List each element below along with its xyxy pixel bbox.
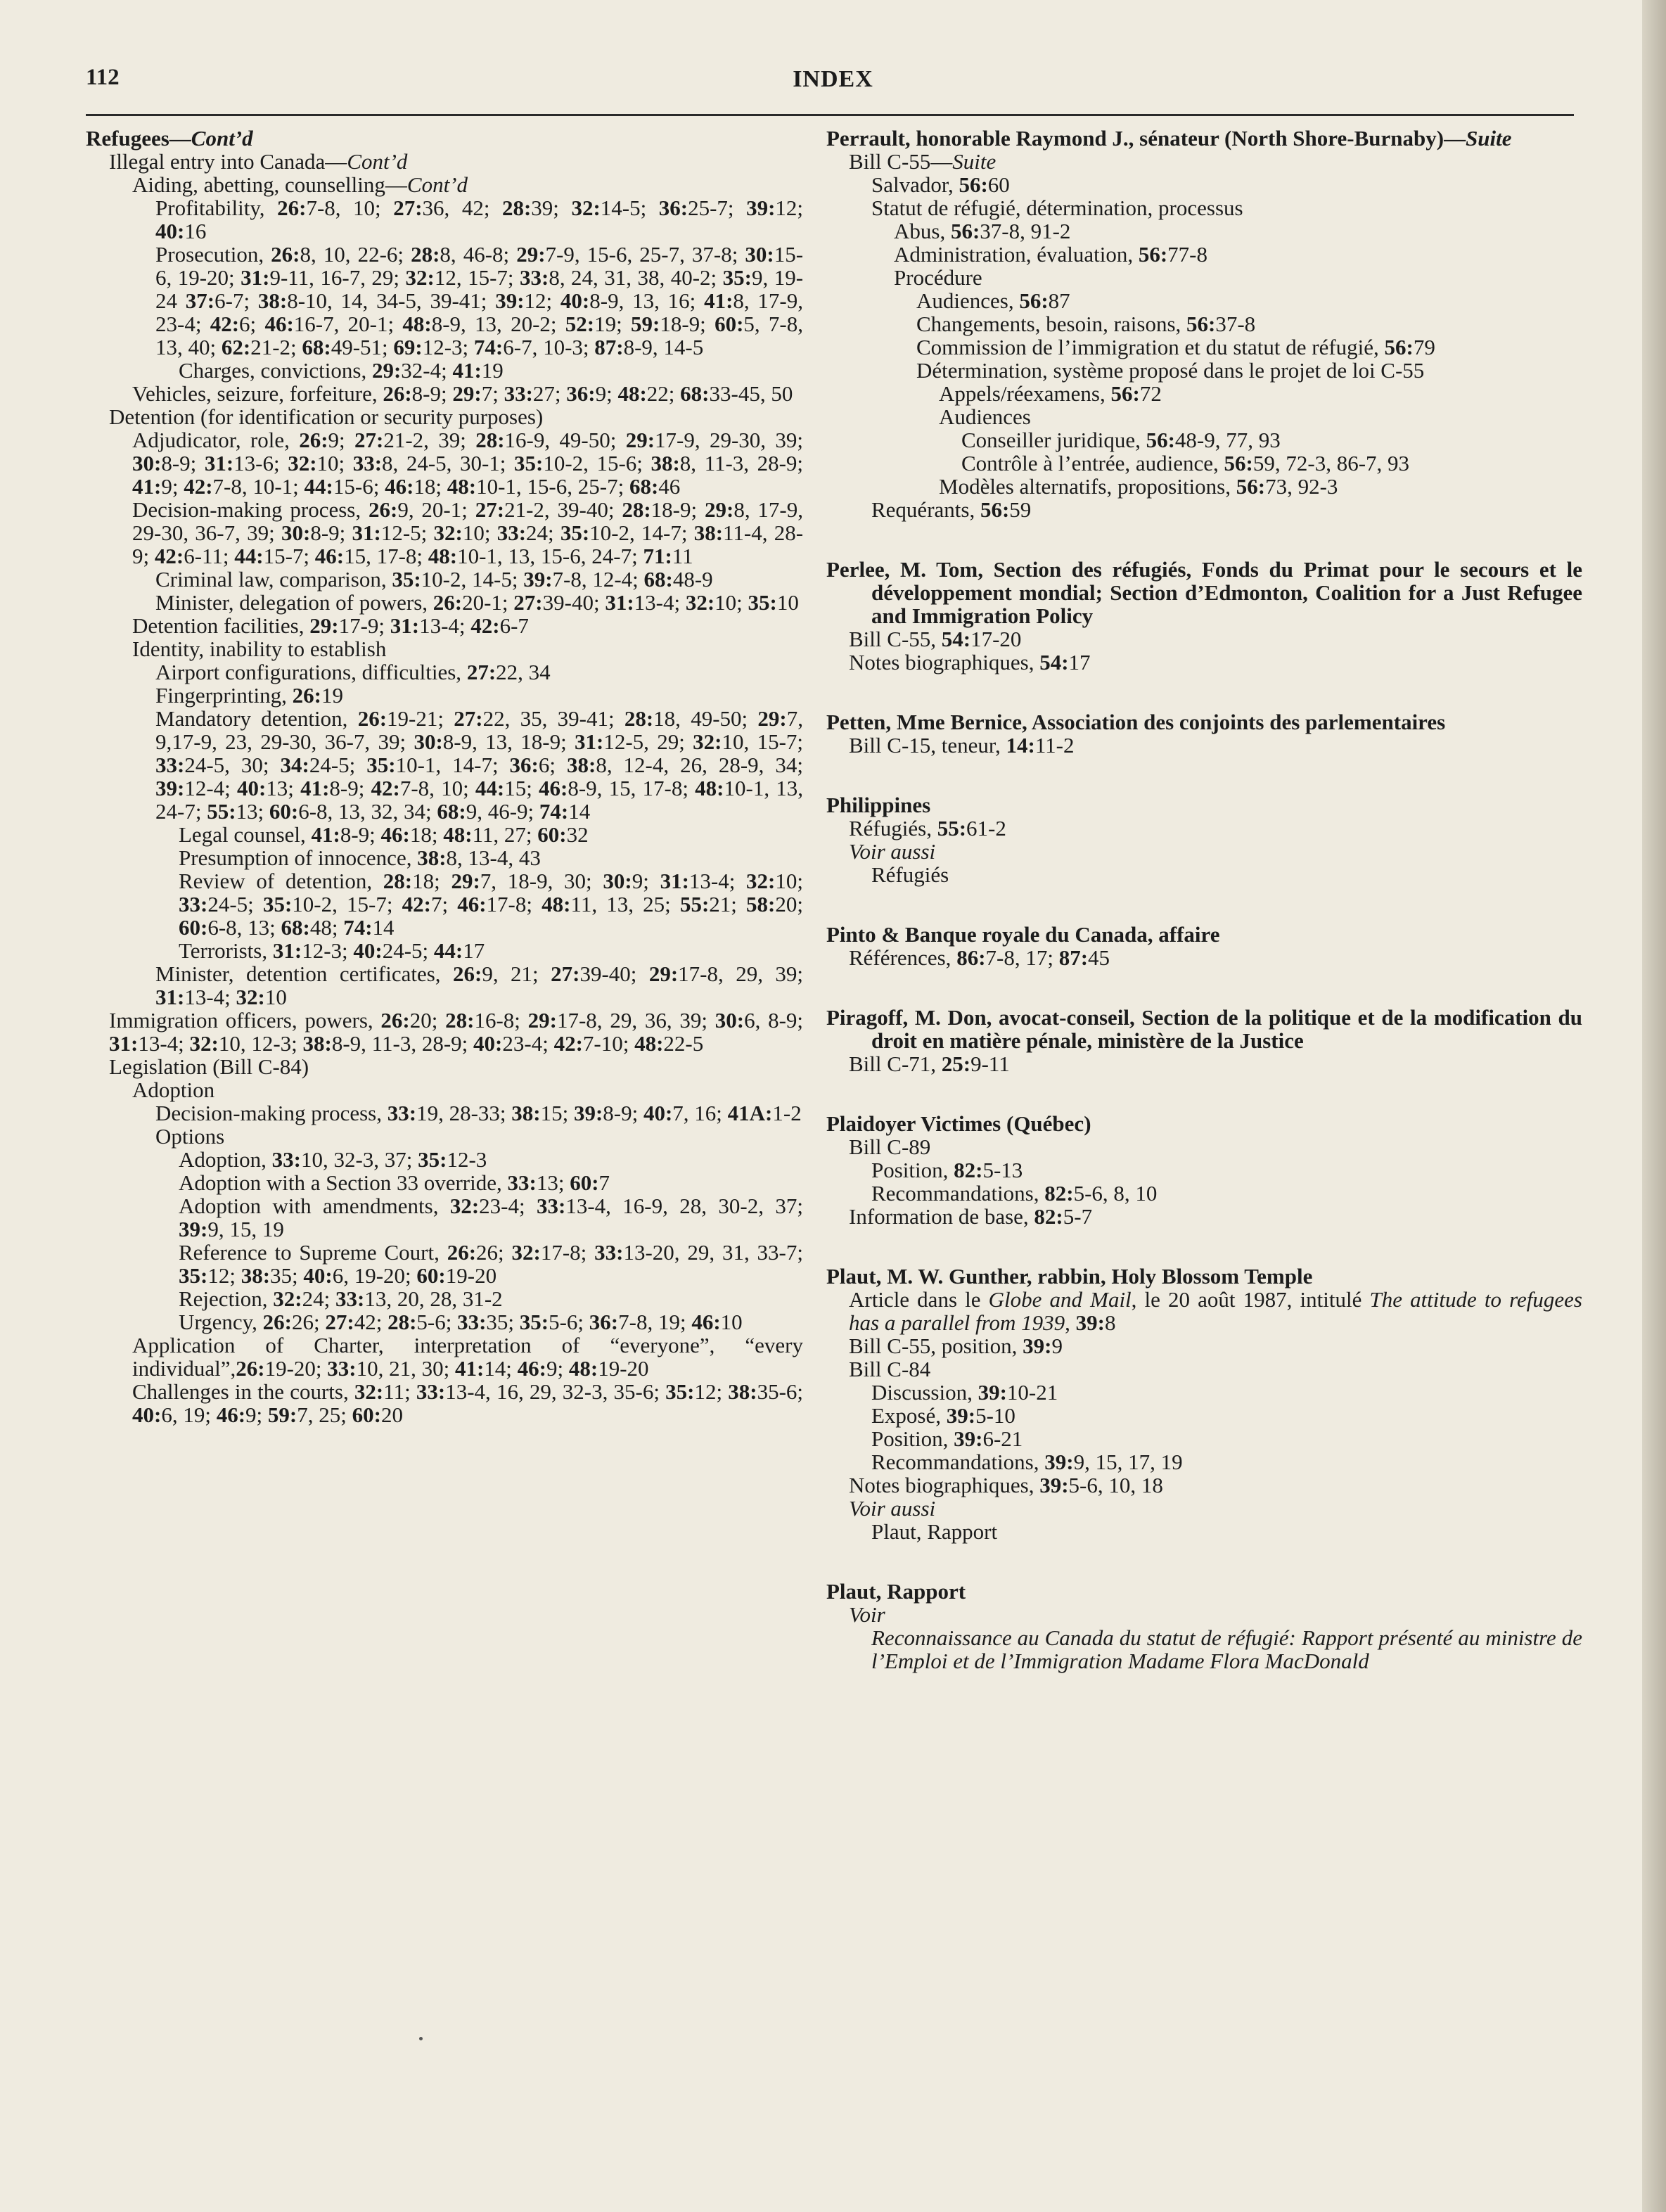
index-entry: Challenges in the courts, 32:11; 33:13-4, 16, 29, 32-3, 35-6; 35:12; 38:35-6; 40:6, 19; 46:9; 59:7, 25; 60:20 (132, 1379, 803, 1427)
index-entry: Urgency, 26:26; 27:42; 28:5-6; 33:35; 35:5-6; 36:7-8, 19; 46:10 (179, 1310, 743, 1334)
index-heading: Piragoff, M. Don, avocat-conseil, Section de la politique et de la modification du droit en matière pénale, ministère de la Justice (826, 1005, 1582, 1053)
index-entry: Immigration officers, powers, 26:20; 28:16-8; 29:17-8, 29, 36, 39; 30:6, 8-9; 31:13-4; 32:10, 12-3; 38:8-9, 11-3, 28-9; 40:23-4; 42:7-10; 48:22-5 (109, 1008, 804, 1056)
index-entry: Administration, évaluation, 56:77-8 (894, 242, 1207, 267)
index-entry: Bill C-55, position, 39:9 (849, 1334, 1063, 1358)
index-entry: Recommandations, 82:5-6, 8, 10 (871, 1181, 1158, 1206)
index-entry: Legislation (Bill C-84) (109, 1054, 309, 1079)
index-heading: Plaut, Rapport (826, 1579, 966, 1604)
index-entry: Réfugiés, 55:61-2 (849, 816, 1006, 840)
index-entry: Position, 82:5-13 (871, 1158, 1023, 1182)
ink-speck (419, 2037, 423, 2040)
index-entry: Exposé, 39:5-10 (871, 1403, 1015, 1428)
index-entry: Voir (849, 1602, 885, 1627)
index-entry: Minister, delegation of powers, 26:20-1; 27:39-40; 31:13-4; 32:10; 35:10 (155, 590, 799, 615)
index-entry: Abus, 56:37-8, 91-2 (894, 219, 1071, 243)
index-entry: Conseiller juridique, 56:48-9, 77, 93 (961, 428, 1281, 452)
index-entry: Bill C-84 (849, 1357, 931, 1381)
index-heading: Pinto & Banque royale du Canada, affaire (826, 922, 1220, 947)
index-column-right (826, 127, 1582, 1673)
index-entry: Modèles alternatifs, propositions, 56:73, 92-3 (939, 474, 1338, 499)
index-entry: Vehicles, seizure, forfeiture, 26:8-9; 29:7; 33:27; 36:9; 48:22; 68:33-45, 50 (132, 381, 793, 406)
index-entry: Voir aussi (849, 839, 936, 864)
index-entry: Adoption with amendments, 32:23-4; 33:13-4, 16-9, 28, 30-2, 37; 39:9, 15, 19 (179, 1194, 804, 1241)
page-edge-shadow (1642, 0, 1666, 2212)
index-entry: Terrorists, 31:12-3; 40:24-5; 44:17 (179, 938, 485, 963)
index-entry: Notes biographiques, 39:5-6, 10, 18 (849, 1473, 1163, 1497)
index-entry: Illegal entry into Canada—Cont’d (109, 149, 408, 174)
index-entry: Criminal law, comparison, 35:10-2, 14-5; 39:7-8, 12-4; 68:48-9 (155, 567, 713, 592)
index-entry: Salvador, 56:60 (871, 172, 1010, 197)
index-entry: Plaut, Rapport (871, 1519, 998, 1544)
index-entry: Fingerprinting, 26:19 (155, 683, 343, 708)
index-entry: Commission de l’immigration et du statut de réfugié, 56:79 (916, 335, 1435, 359)
index-entry: Aiding, abetting, counselling—Cont’d (132, 172, 468, 197)
index-heading: Perrault, honorable Raymond J., sénateur (North Shore-Burnaby)—Suite (826, 126, 1512, 151)
index-entry: Detention (for identification or security purposes) (109, 404, 544, 429)
index-entry: Prosecution, 26:8, 10, 22-6; 28:8, 46-8; 29:7-9, 15-6, 25-7, 37-8; 30:15-6, 19-20; 31:9-11, 16-7, 29; 32:12, 15-7; 33:8, 24, 31, 38, 40-2; 35:9, 19-24 37:6-7; 38:8-10, 14, 34-5, 39-41; 39:12; 40:8-9, 13, 16; 41:8, 17-9, 23-4; 42:6; 46:16-7, 20-1; 48:8-9, 13, 20-2; 52:19; 59:18-9; 60:5, 7-8, 13, 40; 62:21-2; 68:49-51; 69:12-3; 74:6-7, 10-3; 87:8-9, 14-5 (155, 242, 804, 359)
index-entry: Minister, detention certificates, 26:9, 21; 27:39-40; 29:17-8, 29, 39; 31:13-4; 32:10 (155, 961, 804, 1009)
index-entry: Options (155, 1124, 225, 1149)
index-column-left (86, 127, 803, 1426)
running-head-title: INDEX (793, 66, 873, 92)
index-entry: Appels/réexamens, 56:72 (939, 381, 1162, 406)
index-entry: Détermination, système proposé dans le projet de loi C-55 (916, 358, 1425, 383)
index-entry: Bill C-71, 25:9-11 (849, 1051, 1010, 1076)
index-entry: Position, 39:6-21 (871, 1426, 1023, 1451)
index-entry: Adoption, 33:10, 32-3, 37; 35:12-3 (179, 1147, 487, 1172)
index-heading: Philippines (826, 793, 931, 817)
index-entry: Notes biographiques, 54:17 (849, 650, 1091, 675)
index-entry: Rejection, 32:24; 33:13, 20, 28, 31-2 (179, 1286, 503, 1311)
index-entry: Presumption of innocence, 38:8, 13-4, 43 (179, 845, 541, 870)
index-entry: Discussion, 39:10-21 (871, 1380, 1058, 1405)
index-entry: Réfugiés (871, 862, 949, 887)
index-entry: Recommandations, 39:9, 15, 17, 19 (871, 1450, 1183, 1474)
index-entry: Bill C-89 (849, 1134, 931, 1159)
index-entry: Procédure (894, 265, 982, 290)
index-entry: Voir aussi (849, 1496, 936, 1521)
index-entry: Statut de réfugié, détermination, processus (871, 196, 1243, 220)
header-rule (86, 114, 1574, 116)
index-entry: Audiences (939, 404, 1031, 429)
index-heading: Plaut, M. W. Gunther, rabbin, Holy Blossom Temple (826, 1264, 1313, 1289)
index-entry: Review of detention, 28:18; 29:7, 18-9, 30; 30:9; 31:13-4; 32:10; 33:24-5; 35:10-2, 15-7; 42:7; 46:17-8; 48:11, 13, 25; 55:21; 58:20; 60:6-8, 13; 68:48; 74:14 (179, 869, 803, 940)
index-entry: Application of Charter, interpretation of “everyone”, “every individual”,26:19-20; 33:10, 21, 30; 41:14; 46:9; 48:19-20 (132, 1333, 803, 1381)
index-entry: Reconnaissance au Canada du statut de réfugié: Rapport présenté au ministre de l’Emploi et de l’Immigration Madame Flora MacDonald (871, 1625, 1582, 1673)
index-entry: Information de base, 82:5-7 (849, 1204, 1093, 1229)
index-entry: Contrôle à l’entrée, audience, 56:59, 72-3, 86-7, 93 (961, 451, 1410, 475)
index-entry: Bill C-55—Suite (849, 149, 997, 174)
index-heading: Perlee, M. Tom, Section des réfugiés, Fonds du Primat pour le secours et le développement mondial; Section d’Edmonton, Coalition for a Just Refugee and Immigration Policy (826, 557, 1582, 628)
index-entry: Requérants, 56:59 (871, 497, 1032, 522)
index-entry: Profitability, 26:7-8, 10; 27:36, 42; 28:39; 32:14-5; 36:25-7; 39:12; 40:16 (155, 196, 804, 243)
index-heading: Refugees—Cont’d (86, 126, 253, 151)
index-entry: Identity, inability to establish (132, 637, 387, 661)
index-heading: Plaidoyer Victimes (Québec) (826, 1111, 1091, 1136)
index-entry: Bill C-55, 54:17-20 (849, 627, 1022, 651)
index-entry: Adjudicator, role, 26:9; 27:21-2, 39; 28:16-9, 49-50; 29:17-9, 29-30, 39; 30:8-9; 31:13-6; 32:10; 33:8, 24-5, 30-1; 35:10-2, 15-6; 38:8, 11-3, 28-9; 41:9; 42:7-8, 10-1; 44:15-6; 46:18; 48:10-1, 15-6, 25-7; 68:46 (132, 428, 804, 499)
index-entry: Legal counsel, 41:8-9; 46:18; 48:11, 27; 60:32 (179, 822, 589, 847)
index-entry: Decision-making process, 26:9, 20-1; 27:21-2, 39-40; 28:18-9; 29:8, 17-9, 29-30, 36-7, 39; 30:8-9; 31:12-5; 32:10; 33:24; 35:10-2, 14-7; 38:11-4, 28-9; 42:6-11; 44:15-7; 46:15, 17-8; 48:10-1, 13, 15-6, 24-7; 71:11 (132, 497, 804, 568)
index-entry: Reference to Supreme Court, 26:26; 32:17-8; 33:13-20, 29, 31, 33-7; 35:12; 38:35; 40:6, 19-20; 60:19-20 (179, 1240, 803, 1288)
index-entry: Audiences, 56:87 (916, 288, 1070, 313)
index-entry: Detention facilities, 29:17-9; 31:13-4; 42:6-7 (132, 613, 529, 638)
page-number: 112 (86, 65, 120, 90)
index-entry: Article dans le Globe and Mail, le 20 août 1987, intitulé The attitude to refugees has a parallel from 1939, 39:8 (849, 1287, 1582, 1335)
index-entry: Adoption with a Section 33 override, 33:13; 60:7 (179, 1170, 610, 1195)
index-entry: Adoption (132, 1078, 215, 1102)
index-entry: Decision-making process, 33:19, 28-33; 38:15; 39:8-9; 40:7, 16; 41A:1-2 (155, 1101, 802, 1125)
index-entry: Références, 86:7-8, 17; 87:45 (849, 945, 1110, 970)
index-entry: Bill C-15, teneur, 14:11-2 (849, 733, 1075, 757)
index-entry: Charges, convictions, 29:32-4; 41:19 (179, 358, 504, 383)
index-entry: Mandatory detention, 26:19-21; 27:22, 35, 39-41; 28:18, 49-50; 29:7, 9,17-9, 23, 29-30, 36-7, 39; 30:8-9, 13, 18-9; 31:12-5, 29; 32:10, 15-7; 33:24-5, 30; 34:24-5; 35:10-1, 14-7; 36:6; 38:8, 12-4, 26, 28-9, 34; 39:12-4; 40:13; 41:8-9; 42:7-8, 10; 44:15; 46:8-9, 15, 17-8; 48:10-1, 13, 24-7; 55:13; 60:6-8, 13, 32, 34; 68:9, 46-9; 74:14 (155, 706, 804, 824)
index-heading: Petten, Mme Bernice, Association des conjoints des parlementaires (826, 710, 1446, 734)
index-entry: Airport configurations, difficulties, 27:22, 34 (155, 660, 551, 684)
index-entry: Changements, besoin, raisons, 56:37-8 (916, 312, 1256, 336)
